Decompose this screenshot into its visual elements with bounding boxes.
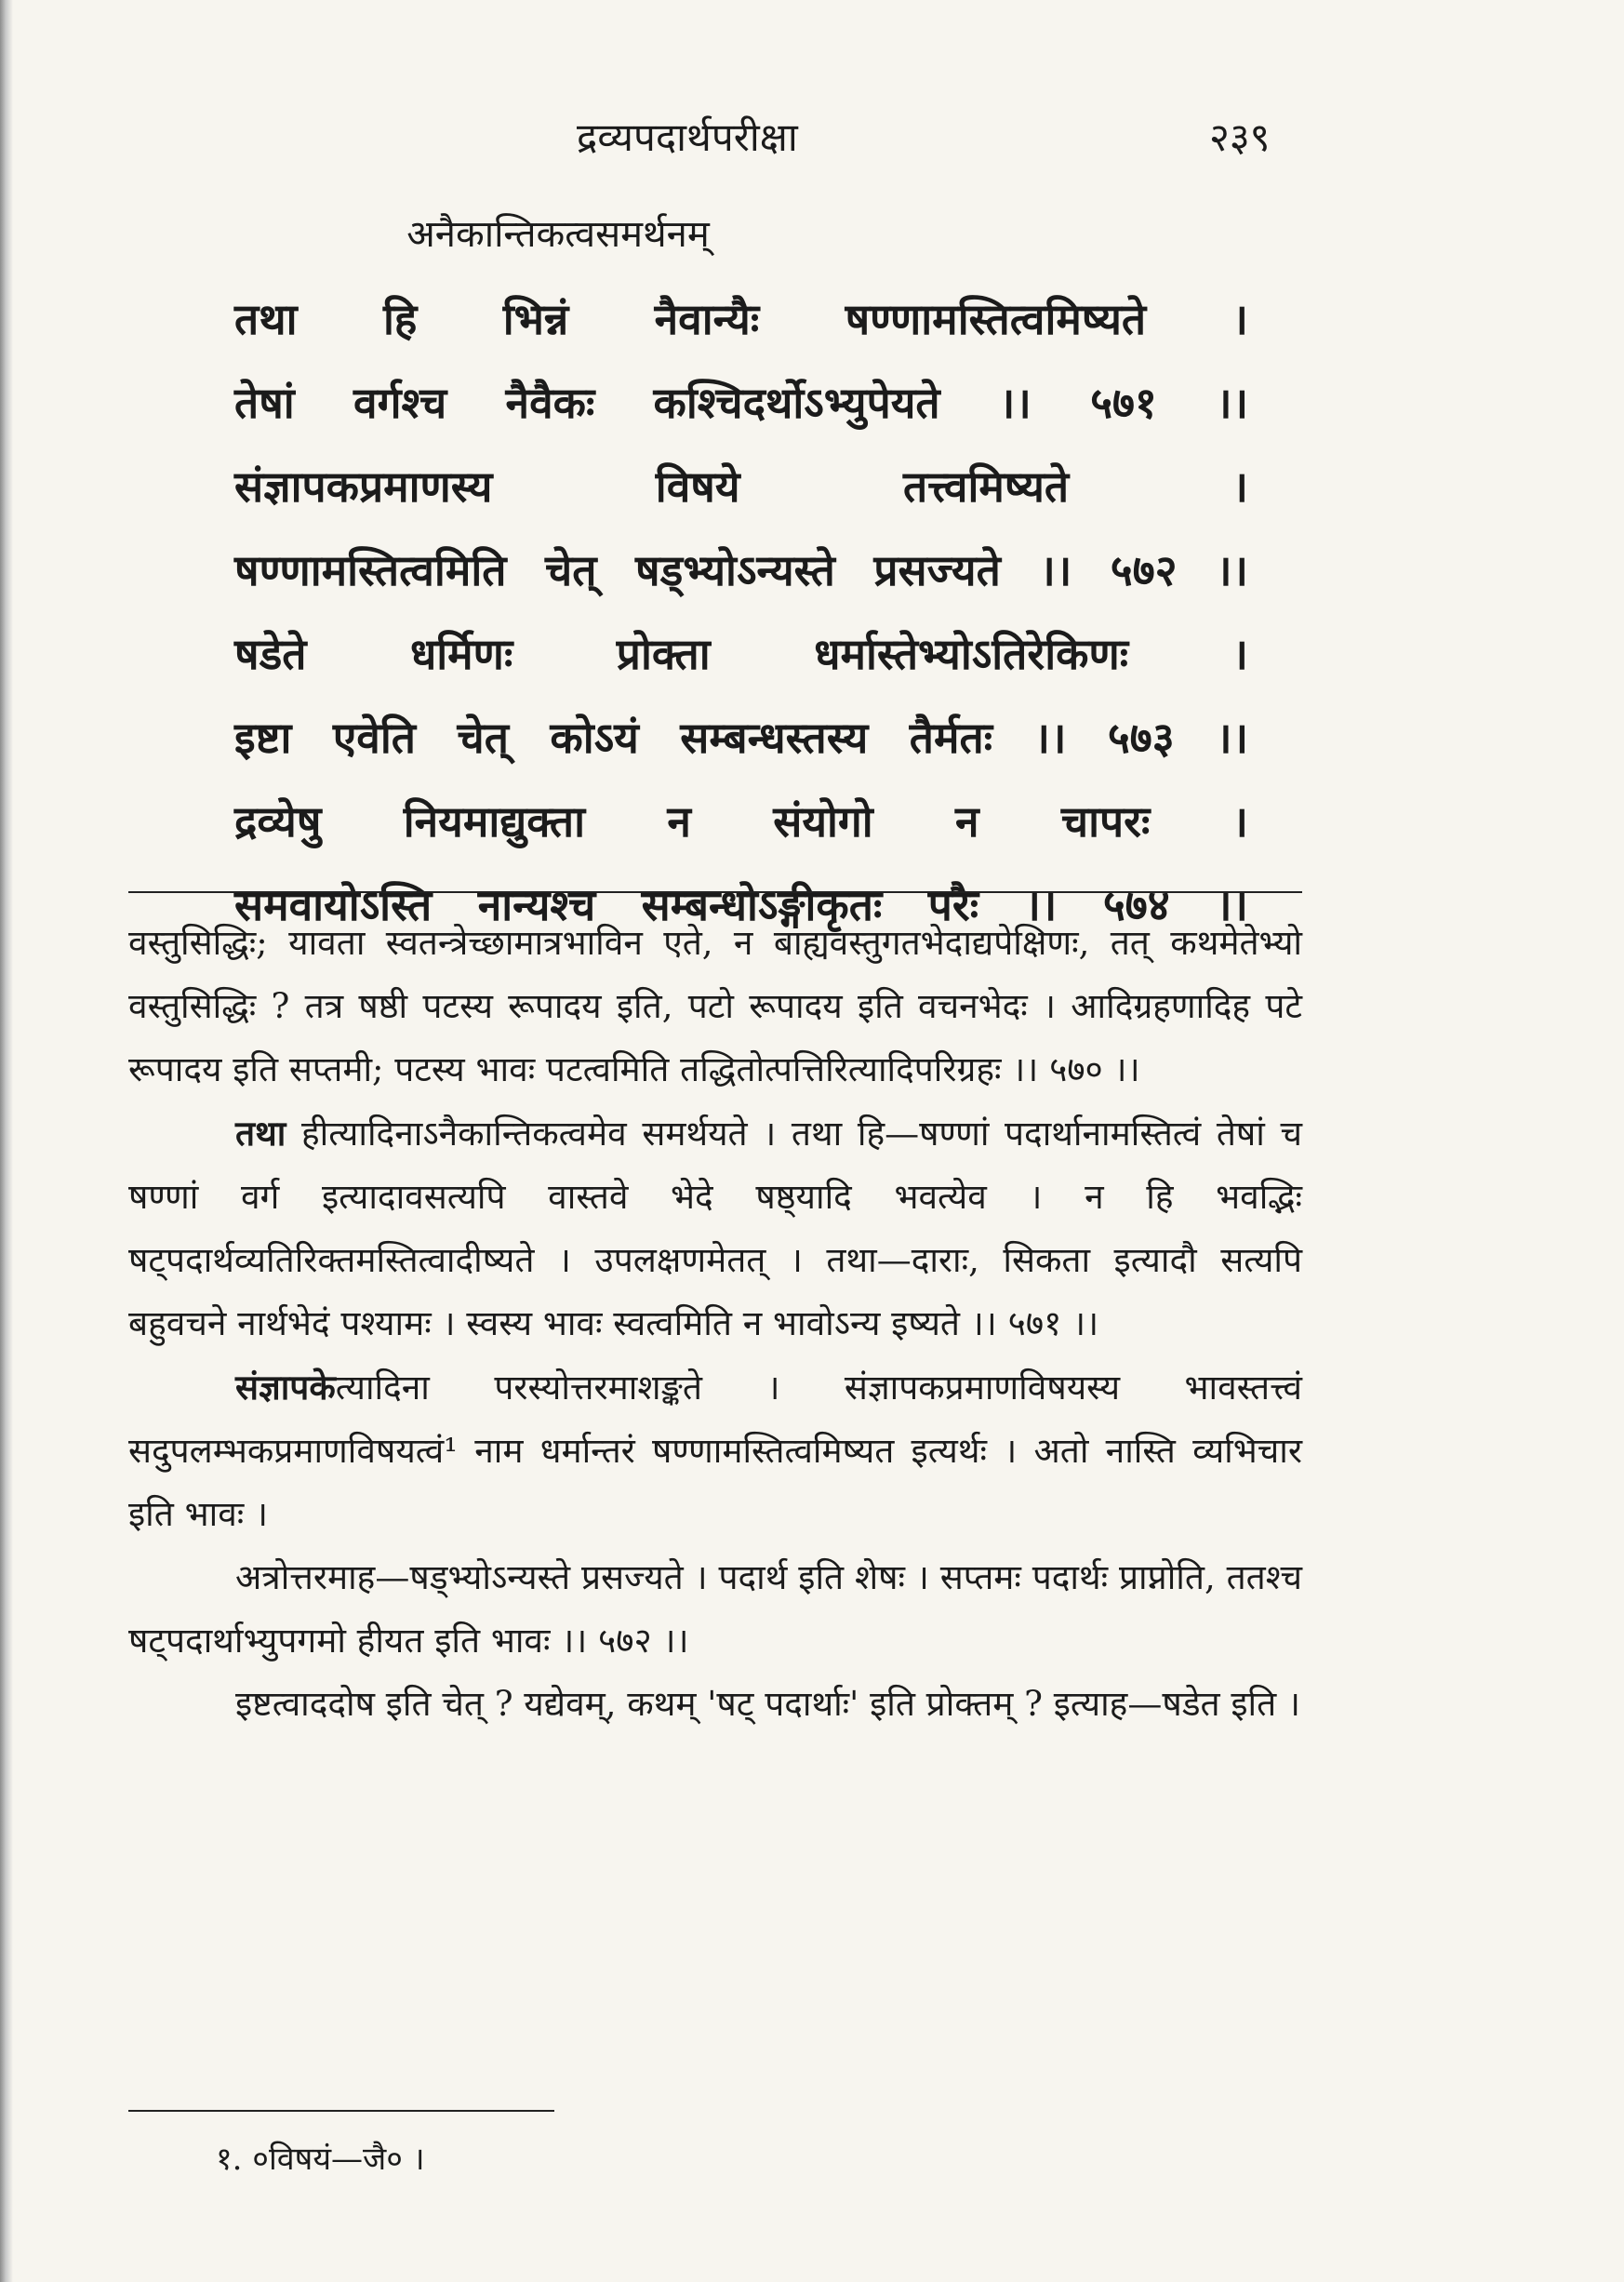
commentary-paragraph <box>128 1546 1302 1673</box>
commentary-lead: तथा <box>235 1113 286 1154</box>
section-heading: अनैकान्तिकत्वसमर्थनम् <box>406 213 710 256</box>
footnote-divider <box>128 2110 554 2112</box>
verse-line: समवायोऽस्ति नान्यश्च सम्बन्धोऽङ्गीकृतः परैः ।। ५७४ ।। <box>234 880 1248 930</box>
scan-edge <box>0 0 13 2282</box>
commentary-paragraph <box>128 1355 1302 1546</box>
verse-line: द्रव्येषु नियमाद्युक्ता न संयोगो न चापरः । <box>234 796 1248 847</box>
verse-line: तथा हि भिन्नं नैवान्यैः षण्णामस्तित्वमिष्यते । <box>234 294 1248 344</box>
verse-commentary-divider <box>128 891 1302 893</box>
commentary-text: हीत्यादिनाऽनैकान्तिकत्वमेव समर्थयते । तथा हि—षण्णां पदार्थानामस्तित्वं तेषां च षण्णां वर्ग इत्यादावसत्यपि वास्तवे भेदे षष्ठ्यादि भवत्येव । न हि भवद्भिः षट्पदार्थव्यतिरिक्तमस्तित्वादीष्यते । उपलक्षणमेतत् । तथा—दाराः, सिकता इत्यादौ सत्यपि बहुवचने नार्थभेदं पश्यामः । स्वस्य भावः स्वत्वमिति न भावोऽन्य इष्यते ।। ५७१ ।। <box>128 1114 1302 1343</box>
commentary-text: इष्टत्वाददोष इति चेत् ? यद्येवम्, कथम् 'षट् पदार्थाः' इति प्रोक्तम् ? इत्याह—षडेत इति । <box>235 1684 1300 1724</box>
page-header <box>0 110 1624 166</box>
page-number: २३९ <box>1209 114 1271 160</box>
commentary-paragraph <box>128 1101 1302 1355</box>
verse-line: षण्णामस्तित्वमिति चेत् षड्भ्योऽन्यस्ते प्रसज्यते ।। ५७२ ।। <box>234 545 1248 595</box>
commentary <box>128 912 1302 1736</box>
commentary-text: वस्तुसिद्धिः; यावता स्वतन्त्रेच्छामात्रभाविन एते, न बाह्यवस्तुगतभेदाद्यपेक्षिणः, तत् कथमेतेभ्यो वस्तुसिद्धिः ? तत्र षष्ठी पटस्य रूपादय इति, पटो रूपादय इति वचनभेदः । आदिग्रहणादिह पटे रूपादय इति सप्तमी; पटस्य भावः पटत्वमिति तद्धितोत्पत्तिरित्यादिपरिग्रहः ।। ५७० ।। <box>128 923 1302 1089</box>
verse-block <box>234 277 1248 947</box>
commentary-text: अत्रोत्तरमाह—षड्भ्योऽन्यस्ते प्रसज्यते । पदार्थ इति शेषः । सप्तमः पदार्थः प्राप्नोति, ततश्च षट्पदार्थाभ्युपगमो हीयत इति भावः ।। ५७२ ।। <box>128 1557 1302 1661</box>
footnote: १. ०विषयं—जै० । <box>216 2141 425 2178</box>
verse-line: तेषां वर्गश्च नैवैकः कश्चिदर्थोऽभ्युपेयते ।। ५७१ ।। <box>234 378 1248 428</box>
commentary-paragraph <box>128 912 1302 1101</box>
verse-line: षडेते धर्मिणः प्रोक्ता धर्मास्तेभ्योऽतिरेकिणः । <box>234 629 1248 679</box>
running-title: द्रव्यपदार्थपरीक्षा <box>577 114 798 160</box>
commentary-text: त्यादिना परस्योत्तरमाशङ्कते । संज्ञापकप्रमाणविषयस्य भावस्तत्त्वं सदुपलम्भकप्रमाणविषयत्वं¹ नाम धर्मान्तरं षण्णामस्तित्वमिष्यत इत्यर्थः । अतो नास्ति व्यभिचार इति भावः । <box>128 1368 1302 1534</box>
verse-line: संज्ञापकप्रमाणस्य विषये तत्त्वमिष्यते । <box>234 461 1248 512</box>
commentary-paragraph <box>128 1673 1302 1736</box>
commentary-lead: संज्ञापके <box>235 1367 336 1408</box>
verse-line: इष्टा एवेति चेत् कोऽयं सम्बन्धस्तस्य तैर्मतः ।। ५७३ ।। <box>234 713 1248 763</box>
